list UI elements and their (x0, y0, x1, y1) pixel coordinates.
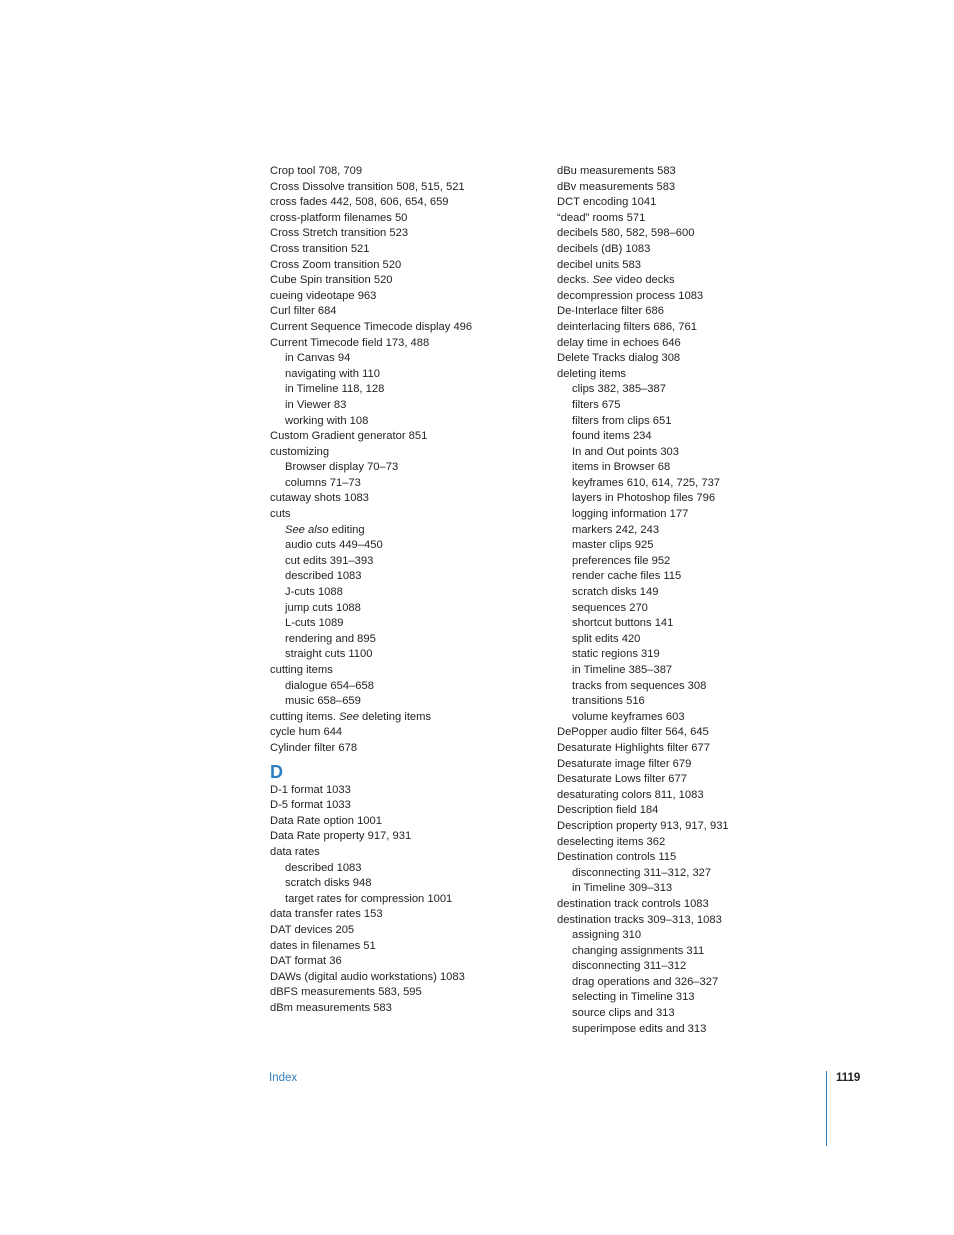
index-subentry: selecting in Timeline 313 (572, 991, 695, 1004)
index-entry: DAT devices 205 (270, 923, 355, 936)
index-subentry: split edits 420 (572, 632, 641, 645)
cross-reference-target: editing (328, 523, 365, 536)
entry-term: cutting items. (270, 710, 340, 723)
index-subentry: music 658–659 (285, 695, 361, 708)
index-entry: Desaturate Lows filter 677 (557, 773, 687, 786)
index-subentry: target rates for compression 1001 (285, 892, 453, 905)
footer-vertical-rule (826, 1071, 827, 1146)
index-entry: Data Rate property 917, 931 (270, 830, 412, 843)
index-subentry: static regions 319 (572, 648, 660, 661)
index-subentry: L-cuts 1089 (285, 617, 344, 630)
cross-reference-target: deleting items (358, 710, 432, 723)
index-subentry: transitions 516 (572, 695, 645, 708)
index-entry: Destination controls 115 (557, 851, 677, 864)
index-entry: Custom Gradient generator 851 (270, 430, 428, 443)
index-subentry: render cache files 115 (572, 570, 682, 583)
page-number: 1119 (836, 1072, 861, 1084)
index-subentry: drag operations and 326–327 (572, 975, 719, 988)
index-subentry: logging information 177 (572, 508, 689, 521)
index-entry: D-1 format 1033 (270, 783, 351, 796)
index-entry: dBv measurements 583 (557, 180, 676, 193)
index-subentry: changing assignments 311 (572, 944, 705, 957)
index-subentry: scratch disks 948 (285, 877, 372, 890)
index-entry: cueing videotape 963 (270, 289, 377, 302)
index-entry: delay time in echoes 646 (557, 336, 681, 349)
index-entry: decompression process 1083 (557, 289, 704, 302)
index-subentry: volume keyframes 603 (572, 710, 685, 723)
index-entry: Description property 913, 917, 931 (557, 819, 729, 832)
section-letter-d: D (270, 761, 283, 782)
index-subentry: navigating with 110 (285, 367, 380, 380)
index-subentry: J-cuts 1088 (285, 586, 343, 599)
index-entry: D-5 format 1033 (270, 799, 351, 812)
index-subentry: rendering and 895 (285, 632, 376, 645)
index-entry: dBFS measurements 583, 595 (270, 986, 422, 999)
index-entry: De-Interlace filter 686 (557, 305, 664, 318)
index-column-right (557, 164, 827, 1037)
index-entry: data rates (270, 845, 320, 858)
index-entry: Cross transition 521 (270, 242, 370, 255)
index-entry: dates in filenames 51 (270, 939, 376, 952)
index-entry: DAT format 36 (270, 955, 342, 968)
index-entry: decibels 580, 582, 598–600 (557, 227, 695, 240)
index-entry: decibels (dB) 1083 (557, 242, 651, 255)
index-subentry: In and Out points 303 (572, 445, 679, 458)
index-entry: cuts (270, 508, 291, 521)
index-entry: Cube Spin transition 520 (270, 274, 393, 287)
index-subentry: filters 675 (572, 398, 621, 411)
index-entry: desaturating colors 811, 1083 (557, 788, 704, 801)
index-subentry: jump cuts 1088 (285, 601, 361, 614)
index-subentry: markers 242, 243 (572, 523, 660, 536)
footer-section-label: Index (269, 1072, 298, 1084)
index-subentry: tracks from sequences 308 (572, 679, 707, 692)
index-entry: DCT encoding 1041 (557, 196, 657, 209)
index-entry: Cylinder filter 678 (270, 741, 358, 754)
entry-term: decks. (557, 274, 593, 287)
see-prefix: See (592, 274, 613, 287)
index-entry: deselecting items 362 (557, 835, 666, 848)
index-entry: Desaturate Highlights filter 677 (557, 741, 710, 754)
index-entry (557, 273, 827, 289)
index-subentry: scratch disks 149 (572, 586, 659, 599)
index-entry: Desaturate image filter 679 (557, 757, 692, 770)
index-entry: “dead” rooms 571 (557, 211, 646, 224)
index-subentry: described 1083 (285, 861, 362, 874)
index-subentry: preferences file 952 (572, 554, 671, 567)
index-entry: decibel units 583 (557, 258, 641, 271)
index-subentry: shortcut buttons 141 (572, 617, 674, 630)
index-subentry: audio cuts 449–450 (285, 539, 383, 552)
index-subentry: superimpose edits and 313 (572, 1022, 707, 1035)
index-entry: Curl filter 684 (270, 305, 337, 318)
index-column-left (270, 164, 540, 1016)
index-entry: dBu measurements 583 (557, 165, 676, 177)
index-subentry: columns 71–73 (285, 476, 361, 489)
index-subentry: clips 382, 385–387 (572, 383, 666, 396)
index-entry: deleting items (557, 367, 627, 380)
index-entry: Crop tool 708, 709 (270, 165, 363, 177)
index-subentry: in Timeline 309–313 (572, 882, 673, 895)
cross-reference-target: video decks (612, 274, 675, 287)
index-entry: Cross Stretch transition 523 (270, 227, 409, 240)
index-subentry: master clips 925 (572, 539, 654, 552)
index-entry: cross fades 442, 508, 606, 654, 659 (270, 196, 449, 209)
index-entry: destination track controls 1083 (557, 897, 709, 910)
index-entry: customizing (270, 445, 330, 458)
index-entry: Cross Dissolve transition 508, 515, 521 (270, 180, 465, 193)
index-subentry: keyframes 610, 614, 725, 737 (572, 476, 721, 489)
index-entry: Delete Tracks dialog 308 (557, 352, 681, 365)
index-subentry: Browser display 70–73 (285, 461, 399, 474)
index-entry: Current Timecode field 173, 488 (270, 336, 430, 349)
index-entry: Data Rate option 1001 (270, 814, 382, 827)
index-entry: dBm measurements 583 (270, 1001, 392, 1014)
index-subentry: described 1083 (285, 570, 362, 583)
index-subentry: cut edits 391–393 (285, 554, 374, 567)
index-entry: cutaway shots 1083 (270, 492, 369, 505)
index-entry: data transfer rates 153 (270, 908, 383, 921)
index-entry: Current Sequence Timecode display 496 (270, 320, 473, 333)
index-subentry: found items 234 (572, 430, 652, 443)
index-subentry: disconnecting 311–312 (572, 960, 687, 973)
index-subentry: in Viewer 83 (285, 398, 347, 411)
index-subentry: filters from clips 651 (572, 414, 672, 427)
index-entry: Description field 184 (557, 804, 659, 817)
index-entry: cross-platform filenames 50 (270, 211, 408, 224)
index-entry: Cross Zoom transition 520 (270, 258, 402, 271)
index-entry: cutting items (270, 664, 333, 676)
index-subentry: working with 108 (285, 414, 369, 427)
index-entry: DePopper audio filter 564, 645 (557, 726, 709, 739)
index-subentry: source clips and 313 (572, 1007, 675, 1020)
index-subentry: sequences 270 (572, 601, 648, 614)
index-entry: cycle hum 644 (270, 726, 343, 739)
index-entry: destination tracks 309–313, 1083 (557, 913, 722, 926)
index-subentry: assigning 310 (572, 929, 642, 942)
index-subentry: dialogue 654–658 (285, 679, 374, 692)
index-entry (270, 710, 540, 726)
index-subentry: items in Browser 68 (572, 461, 671, 474)
see-also-prefix: See also (285, 523, 329, 536)
see-prefix: See (339, 710, 359, 723)
index-entry: deinterlacing filters 686, 761 (557, 320, 697, 333)
index-subentry: in Timeline 118, 128 (285, 383, 385, 396)
index-subentry (270, 523, 540, 539)
index-subentry: straight cuts 1100 (285, 648, 373, 661)
index-entry: DAWs (digital audio workstations) 1083 (270, 970, 465, 983)
index-subentry: in Timeline 385–387 (572, 664, 673, 676)
index-subentry: in Canvas 94 (285, 352, 351, 365)
index-subentry: disconnecting 311–312, 327 (572, 866, 712, 879)
index-subentry: layers in Photoshop files 796 (572, 492, 716, 505)
